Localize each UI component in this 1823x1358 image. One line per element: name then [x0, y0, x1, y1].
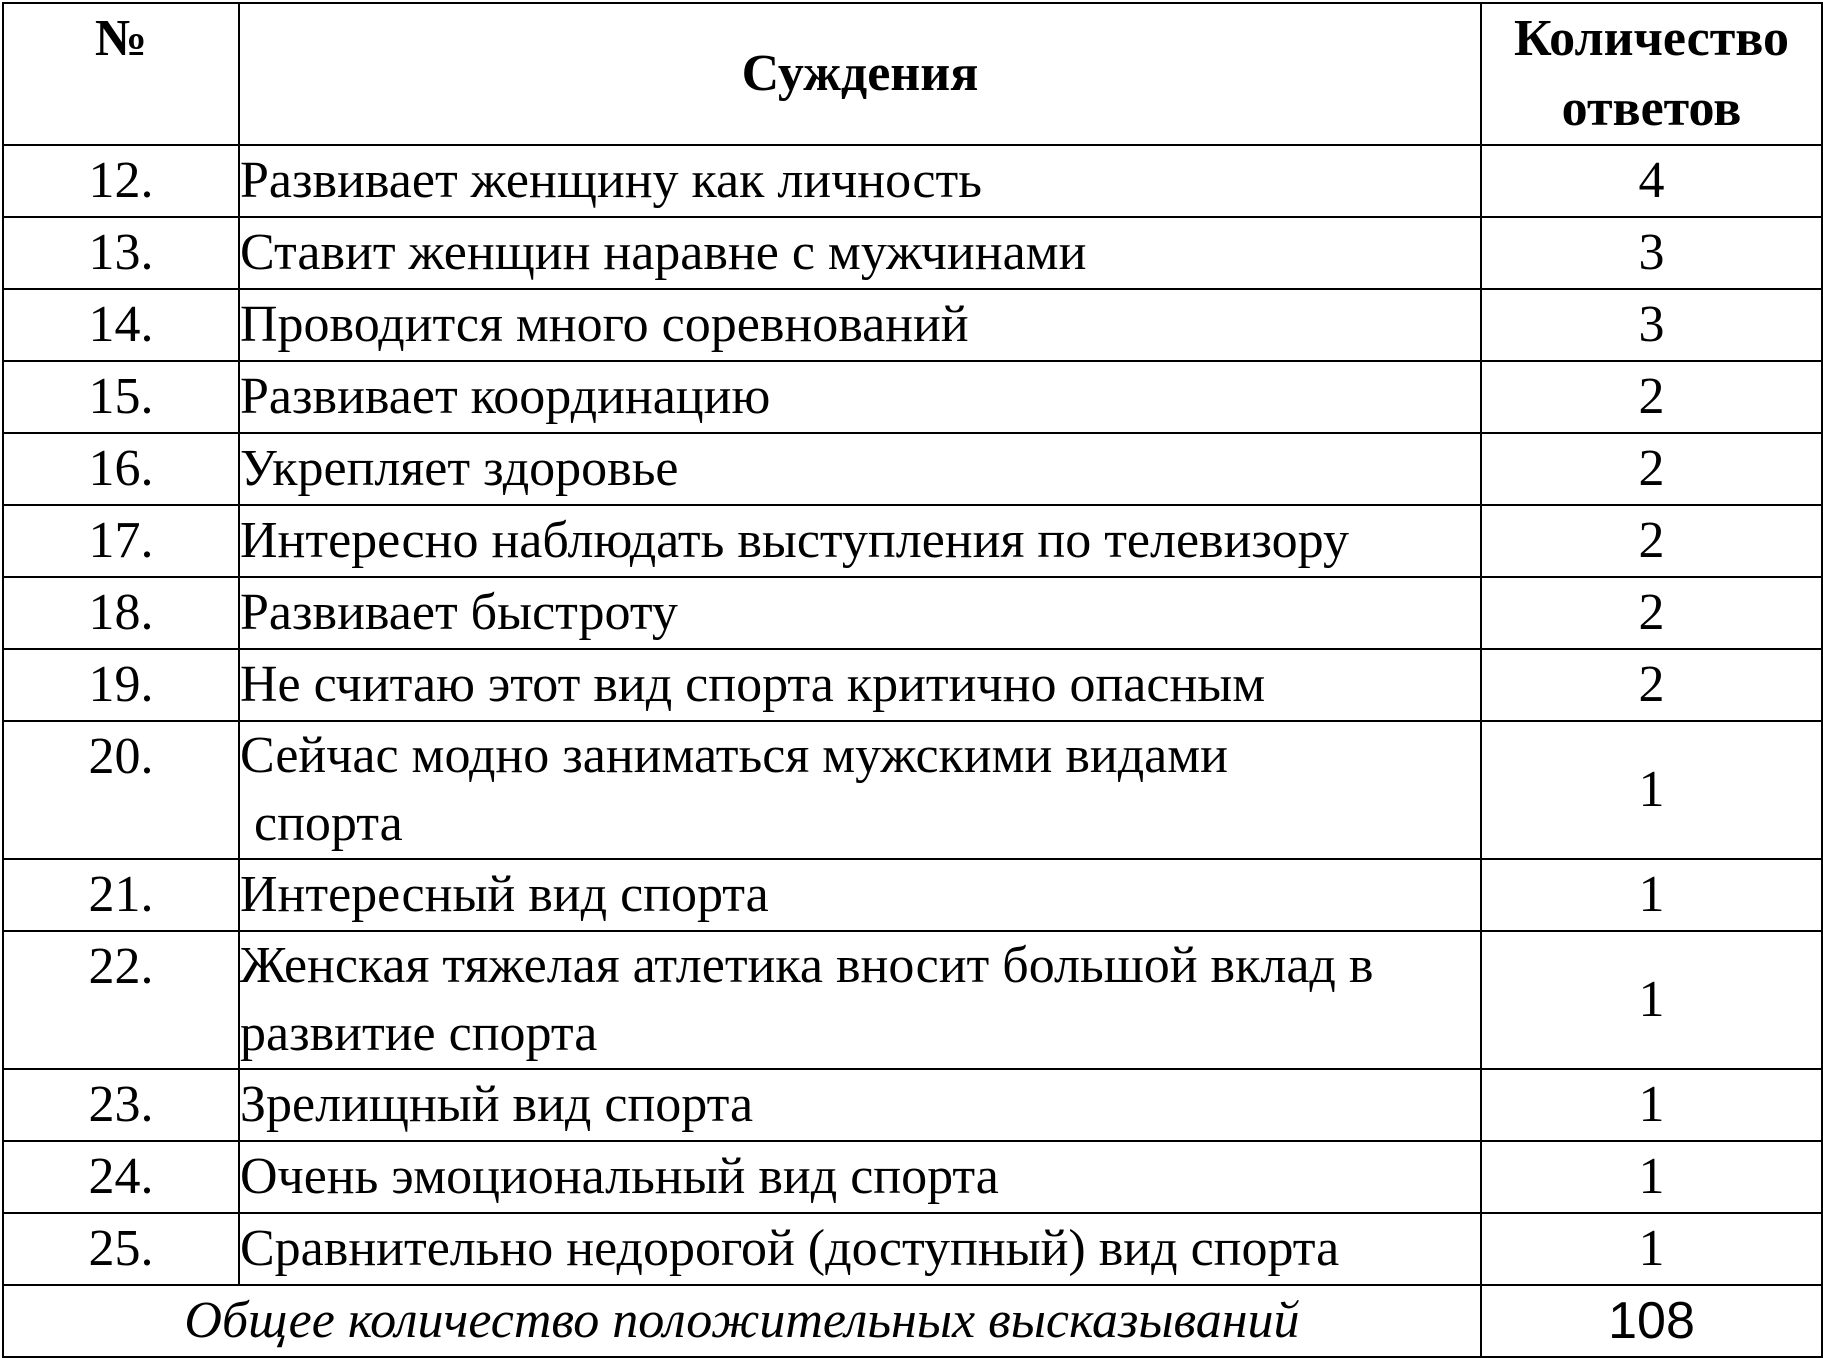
row-statement-line2: развитие спорта	[240, 1005, 598, 1062]
row-statement: Сравнительно недорогой (доступный) вид спорта	[239, 1213, 1481, 1285]
row-statement: Развивает женщину как личность	[239, 145, 1481, 217]
row-statement: Ставит женщин наравне с мужчинами	[239, 217, 1481, 289]
row-statement-line2: спорта	[254, 795, 403, 852]
table-row	[3, 1069, 1822, 1141]
row-number: 25.	[3, 1213, 239, 1285]
row-number: 13.	[3, 217, 239, 289]
table-row	[3, 577, 1822, 649]
row-count: 1	[1481, 931, 1822, 1069]
row-statement: Не считаю этот вид спорта критично опасным	[239, 649, 1481, 721]
row-count: 4	[1481, 145, 1822, 217]
row-number: 19.	[3, 649, 239, 721]
total-label: Общее количество положительных высказываний	[3, 1285, 1481, 1357]
row-statement: Интересный вид спорта	[239, 859, 1481, 931]
row-count: 1	[1481, 721, 1822, 859]
table-row	[3, 505, 1822, 577]
total-row	[3, 1285, 1822, 1357]
row-statement: Развивает быстроту	[239, 577, 1481, 649]
header-statement: Суждения	[239, 3, 1481, 145]
row-statement	[239, 721, 1481, 859]
row-number: 12.	[3, 145, 239, 217]
row-count: 1	[1481, 859, 1822, 931]
table-row	[3, 433, 1822, 505]
header-count-line1: Количество	[1514, 10, 1789, 67]
row-number: 24.	[3, 1141, 239, 1213]
row-number: 16.	[3, 433, 239, 505]
row-number: 21.	[3, 859, 239, 931]
row-statement: Проводится много соревнований	[239, 289, 1481, 361]
row-count: 2	[1481, 649, 1822, 721]
row-statement	[239, 931, 1481, 1069]
total-value: 108	[1481, 1285, 1822, 1357]
row-count: 1	[1481, 1213, 1822, 1285]
row-number: 18.	[3, 577, 239, 649]
table-row	[3, 145, 1822, 217]
table-row	[3, 289, 1822, 361]
row-statement-line1: Сейчас модно заниматься мужскими видами	[240, 727, 1228, 784]
table-row	[3, 859, 1822, 931]
row-statement: Укрепляет здоровье	[239, 433, 1481, 505]
row-statement: Очень эмоциональный вид спорта	[239, 1141, 1481, 1213]
row-number: 17.	[3, 505, 239, 577]
row-statement: Зрелищный вид спорта	[239, 1069, 1481, 1141]
header-row	[3, 3, 1822, 145]
row-count: 2	[1481, 433, 1822, 505]
table-row	[3, 931, 1822, 1069]
table-row	[3, 1141, 1822, 1213]
row-number: 20.	[3, 721, 239, 859]
row-count: 2	[1481, 577, 1822, 649]
row-statement-line1: Женская тяжелая атлетика вносит большой вклад в	[240, 937, 1374, 994]
header-count-line2: ответов	[1561, 80, 1742, 137]
row-number: 15.	[3, 361, 239, 433]
row-count: 1	[1481, 1141, 1822, 1213]
header-number: №	[3, 3, 239, 145]
table-row	[3, 649, 1822, 721]
survey-table	[2, 2, 1823, 1358]
row-count: 3	[1481, 289, 1822, 361]
row-count: 2	[1481, 505, 1822, 577]
row-count: 3	[1481, 217, 1822, 289]
table-row	[3, 217, 1822, 289]
table-row	[3, 721, 1822, 859]
row-number: 14.	[3, 289, 239, 361]
row-statement: Интересно наблюдать выступления по телевизору	[239, 505, 1481, 577]
row-number: 23.	[3, 1069, 239, 1141]
header-count	[1481, 3, 1822, 145]
table-row	[3, 361, 1822, 433]
row-count: 1	[1481, 1069, 1822, 1141]
table-row	[3, 1213, 1822, 1285]
row-count: 2	[1481, 361, 1822, 433]
row-statement: Развивает координацию	[239, 361, 1481, 433]
row-number: 22.	[3, 931, 239, 1069]
